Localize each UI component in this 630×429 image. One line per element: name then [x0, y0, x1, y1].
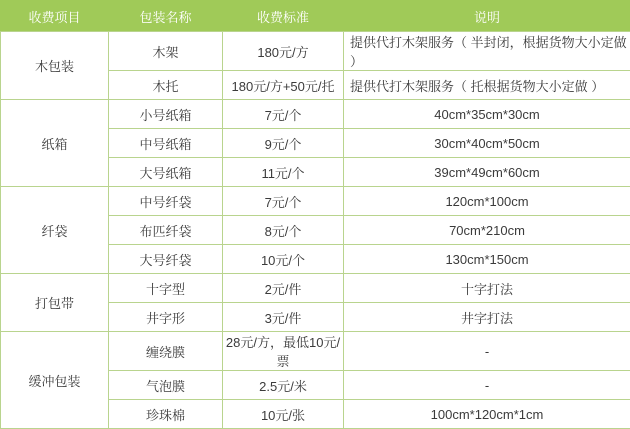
price-cell: 180元/方+50元/托	[223, 71, 344, 100]
note-cell: 100cm*120cm*1cm	[344, 400, 630, 429]
note-cell: -	[344, 371, 630, 400]
table-row	[1, 100, 630, 129]
fee-item-cell: 木包装	[1, 32, 109, 100]
price-cell: 8元/个	[223, 216, 344, 245]
package-name-cell: 木架	[109, 32, 223, 71]
package-name-cell: 气泡膜	[109, 371, 223, 400]
price-cell: 10元/张	[223, 400, 344, 429]
table-row	[1, 32, 630, 71]
table-row	[1, 274, 630, 303]
header-row	[1, 1, 630, 32]
price-cell: 28元/方，最低10元/票	[223, 332, 344, 371]
note-cell: 120cm*100cm	[344, 187, 630, 216]
note-cell: 提供代打木架服务（ 半封闭，根据货物大小定做 ）	[344, 32, 630, 71]
package-name-cell: 布匹纤袋	[109, 216, 223, 245]
note-cell: 130cm*150cm	[344, 245, 630, 274]
fee-item-cell: 纤袋	[1, 187, 109, 274]
price-cell: 9元/个	[223, 129, 344, 158]
note-cell: 39cm*49cm*60cm	[344, 158, 630, 187]
price-cell: 7元/个	[223, 187, 344, 216]
package-name-cell: 大号纤袋	[109, 245, 223, 274]
package-name-cell: 珍珠棉	[109, 400, 223, 429]
note-cell: 井字打法	[344, 303, 630, 332]
column-header-package-name: 包装名称	[109, 1, 223, 32]
fee-item-cell: 缓冲包装	[1, 332, 109, 429]
price-cell: 11元/个	[223, 158, 344, 187]
note-cell: 40cm*35cm*30cm	[344, 100, 630, 129]
price-cell: 7元/个	[223, 100, 344, 129]
package-name-cell: 大号纸箱	[109, 158, 223, 187]
price-cell: 180元/方	[223, 32, 344, 71]
package-name-cell: 十字型	[109, 274, 223, 303]
fee-item-cell: 打包带	[1, 274, 109, 332]
package-name-cell: 中号纤袋	[109, 187, 223, 216]
note-cell: 提供代打木架服务（ 托根据货物大小定做 ）	[344, 71, 630, 100]
price-cell: 3元/件	[223, 303, 344, 332]
package-name-cell: 小号纸箱	[109, 100, 223, 129]
column-header-fee-item: 收费项目	[1, 1, 109, 32]
note-cell: 十字打法	[344, 274, 630, 303]
price-cell: 10元/个	[223, 245, 344, 274]
table-body	[1, 32, 630, 429]
package-name-cell: 木托	[109, 71, 223, 100]
package-name-cell: 井字形	[109, 303, 223, 332]
note-cell: 70cm*210cm	[344, 216, 630, 245]
note-cell: -	[344, 332, 630, 371]
column-header-note: 说明	[344, 1, 630, 32]
fee-item-cell: 纸箱	[1, 100, 109, 187]
price-cell: 2元/件	[223, 274, 344, 303]
table-row	[1, 332, 630, 371]
note-cell: 30cm*40cm*50cm	[344, 129, 630, 158]
price-cell: 2.5元/米	[223, 371, 344, 400]
table-row	[1, 187, 630, 216]
package-name-cell: 中号纸箱	[109, 129, 223, 158]
package-name-cell: 缠绕膜	[109, 332, 223, 371]
column-header-fee-standard: 收费标准	[223, 1, 344, 32]
